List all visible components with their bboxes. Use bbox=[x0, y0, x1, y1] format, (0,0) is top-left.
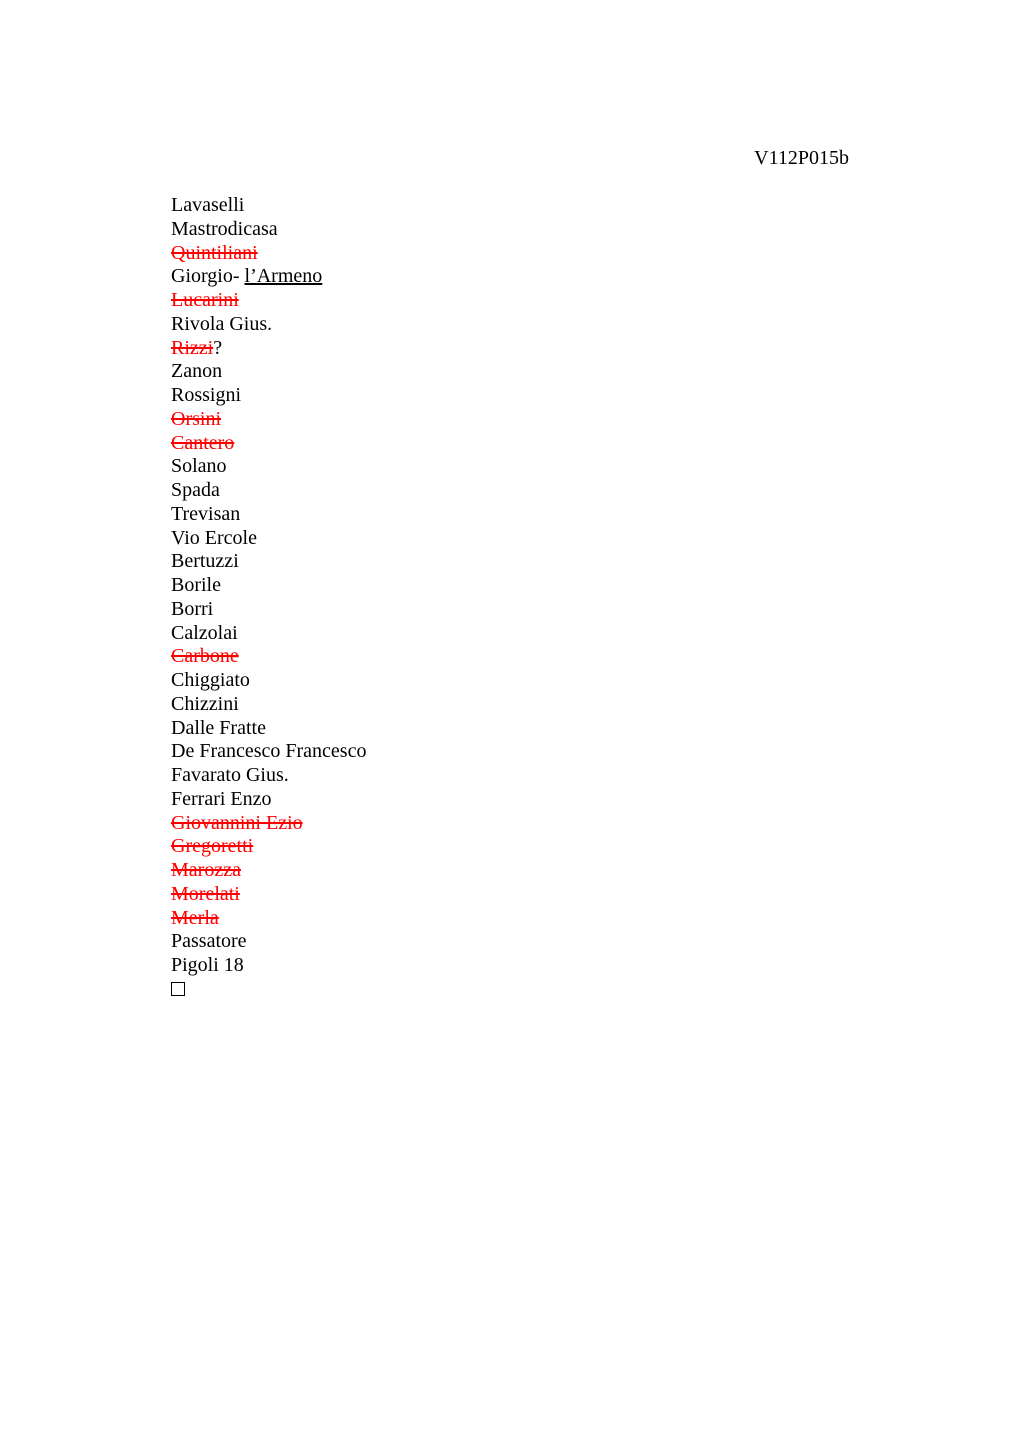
name-item bbox=[171, 313, 366, 337]
name-text: Ferrari Enzo bbox=[171, 787, 272, 810]
struck-name-item bbox=[171, 907, 366, 931]
name-item bbox=[171, 550, 366, 574]
name-text: Rizzi bbox=[171, 336, 214, 359]
name-item bbox=[171, 194, 366, 218]
name-text: Marozza bbox=[171, 859, 241, 881]
name-text: Vio Ercole bbox=[171, 526, 257, 549]
name-item bbox=[171, 930, 366, 954]
name-item bbox=[171, 479, 366, 503]
struck-name-item bbox=[171, 337, 366, 361]
name-text: Bertuzzi bbox=[171, 550, 239, 573]
name-text: Rivola Gius. bbox=[171, 312, 273, 335]
name-text: Borri bbox=[171, 597, 214, 620]
name-item bbox=[171, 574, 366, 598]
name-list bbox=[171, 194, 366, 1002]
name-item bbox=[171, 360, 366, 384]
name-item bbox=[171, 598, 366, 622]
struck-name-item bbox=[171, 408, 366, 432]
name-text: Giorgio- bbox=[171, 265, 245, 288]
name-text: Orsini bbox=[171, 407, 221, 430]
name-item bbox=[171, 503, 366, 527]
struck-name-item bbox=[171, 645, 366, 669]
struck-name-item bbox=[171, 242, 366, 266]
name-text: Trevisan bbox=[171, 502, 241, 525]
name-text: Cantero bbox=[171, 431, 235, 454]
name-item bbox=[171, 384, 366, 408]
name-item bbox=[171, 669, 366, 693]
name-item bbox=[171, 764, 366, 788]
name-text: Dalle Fratte bbox=[171, 716, 266, 739]
name-text: De Francesco Francesco bbox=[171, 740, 367, 763]
struck-name-item bbox=[171, 812, 366, 836]
struck-name-item bbox=[171, 432, 366, 456]
struck-name-item bbox=[171, 835, 366, 859]
name-text: Mastrodicasa bbox=[171, 217, 278, 240]
name-text: Carbone bbox=[171, 645, 239, 668]
end-mark-item bbox=[171, 978, 366, 1002]
name-text: Solano bbox=[171, 455, 227, 478]
name-item bbox=[171, 455, 366, 479]
name-text: Gregoretti bbox=[171, 835, 254, 858]
name-text: Borile bbox=[171, 574, 221, 596]
name-text: Merla bbox=[171, 906, 219, 929]
name-item bbox=[171, 218, 366, 242]
name-item bbox=[171, 740, 366, 764]
name-text: Rossigni bbox=[171, 384, 242, 406]
name-item bbox=[171, 265, 366, 289]
name-text: Lavaselli bbox=[171, 194, 245, 216]
checkbox-square-icon bbox=[171, 982, 185, 996]
name-underlined-text: l’Armeno bbox=[244, 265, 323, 288]
name-item bbox=[171, 788, 366, 812]
name-text: Morelati bbox=[171, 882, 240, 905]
name-text: Passatore bbox=[171, 930, 247, 953]
name-text: Calzolai bbox=[171, 621, 238, 644]
name-text: Pigoli 18 bbox=[171, 954, 244, 976]
struck-name-item bbox=[171, 289, 366, 313]
struck-name-item bbox=[171, 859, 366, 883]
name-text: Favarato Gius. bbox=[171, 764, 289, 786]
name-text: Spada bbox=[171, 479, 220, 501]
name-text: Zanon bbox=[171, 360, 223, 383]
struck-name-item bbox=[171, 883, 366, 907]
name-text: Quintiliani bbox=[171, 241, 258, 264]
name-item bbox=[171, 527, 366, 551]
name-item bbox=[171, 622, 366, 646]
name-text: Giovannini Ezio bbox=[171, 811, 303, 834]
name-suffix: ? bbox=[213, 336, 223, 359]
name-item bbox=[171, 954, 366, 978]
name-text: Chiggiato bbox=[171, 669, 250, 691]
name-item bbox=[171, 717, 366, 741]
name-item bbox=[171, 693, 366, 717]
document-id: V112P015b bbox=[754, 147, 849, 169]
name-text: Chizzini bbox=[171, 692, 239, 715]
name-text: Lucarini bbox=[171, 289, 239, 311]
